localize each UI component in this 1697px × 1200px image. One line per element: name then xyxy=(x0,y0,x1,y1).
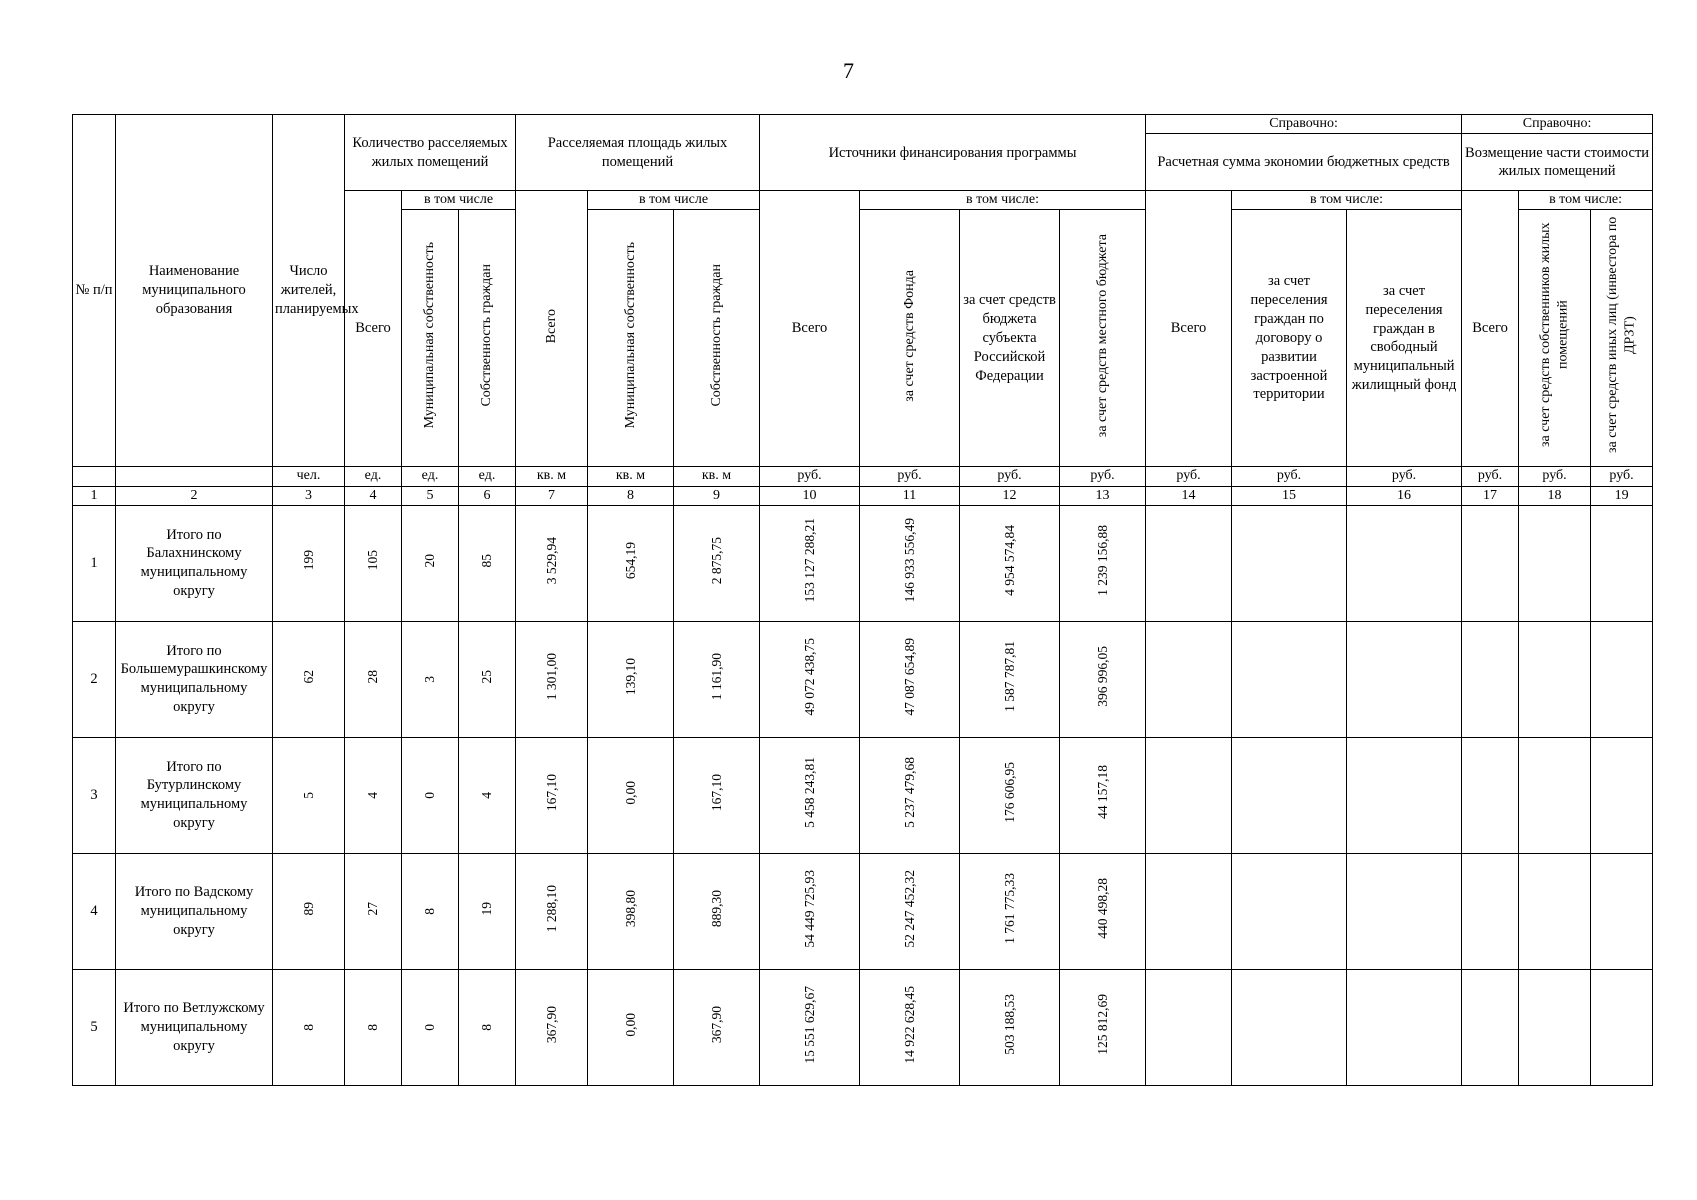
unit-cell: чел. xyxy=(273,467,345,486)
table-row xyxy=(73,621,1653,737)
empty-cell xyxy=(1591,505,1653,621)
unit-cell: руб. xyxy=(1347,467,1462,486)
cell-qty-total: 27 xyxy=(345,853,402,969)
empty-cell xyxy=(1146,737,1232,853)
row-number: 5 xyxy=(73,969,116,1085)
cell-residents: 5 xyxy=(273,737,345,853)
unit-cell: ед. xyxy=(345,467,402,486)
header-econ-group: Расчетная сумма экономии бюджетных средств xyxy=(1146,134,1462,191)
municipality-name: Итого по Большемурашкинскому муниципальному округу xyxy=(116,621,273,737)
empty-cell xyxy=(1347,505,1462,621)
empty-cell xyxy=(1462,737,1519,853)
empty-cell xyxy=(1232,853,1347,969)
header-comp-others: за счет средств иных лиц (инвестора по ДРЗТ) xyxy=(1591,210,1653,467)
unit-cell: руб. xyxy=(1519,467,1591,486)
column-number-cell: 2 xyxy=(116,486,273,505)
cell-area-mun: 139,10 xyxy=(588,621,674,737)
municipality-name: Итого по Бутурлинскому муниципальному округу xyxy=(116,737,273,853)
empty-cell xyxy=(1591,737,1653,853)
cell-area-cit: 367,90 xyxy=(674,969,760,1085)
page-number: 7 xyxy=(843,58,854,83)
cell-fin-subject: 503 188,53 xyxy=(960,969,1060,1085)
empty-cell xyxy=(1519,505,1591,621)
unit-cell: руб. xyxy=(1232,467,1347,486)
empty-cell xyxy=(1462,621,1519,737)
empty-cell xyxy=(1347,969,1462,1085)
header-name: Наименование муниципального образования xyxy=(116,115,273,467)
header-area-municipal: Муниципальная собственность xyxy=(588,210,674,467)
empty-cell xyxy=(1462,969,1519,1085)
header-econ-incl: в том числе: xyxy=(1232,191,1462,210)
column-number-cell: 6 xyxy=(459,486,516,505)
cell-residents: 8 xyxy=(273,969,345,1085)
empty-cell xyxy=(1519,737,1591,853)
table-row xyxy=(73,737,1653,853)
column-number-cell: 9 xyxy=(674,486,760,505)
column-number-cell: 14 xyxy=(1146,486,1232,505)
column-number-row xyxy=(73,486,1653,505)
cell-qty-mun: 3 xyxy=(402,621,459,737)
header-fin-incl: в том числе: xyxy=(860,191,1146,210)
cell-fin-subject: 4 954 574,84 xyxy=(960,505,1060,621)
header-qty-incl: в том числе xyxy=(402,191,516,210)
header-qty-municipal: Муниципальная собственность xyxy=(402,210,459,467)
column-number-cell: 18 xyxy=(1519,486,1591,505)
cell-area-cit: 889,30 xyxy=(674,853,760,969)
row-number: 2 xyxy=(73,621,116,737)
column-number-cell: 15 xyxy=(1232,486,1347,505)
cell-area-total: 167,10 xyxy=(516,737,588,853)
empty-cell xyxy=(1462,853,1519,969)
empty-cell xyxy=(1347,737,1462,853)
header-ref-label-1: Справочно: xyxy=(1146,115,1462,134)
column-number-cell: 17 xyxy=(1462,486,1519,505)
cell-fin-local: 125 812,69 xyxy=(1060,969,1146,1085)
table-row xyxy=(73,969,1653,1085)
column-number-cell: 19 xyxy=(1591,486,1653,505)
empty-cell xyxy=(1462,505,1519,621)
cell-fin-total: 49 072 438,75 xyxy=(760,621,860,737)
header-qty-citizens: Собственность граждан xyxy=(459,210,516,467)
cell-qty-cit: 4 xyxy=(459,737,516,853)
municipality-name: Итого по Ветлужскому муниципальному округу xyxy=(116,969,273,1085)
cell-fin-local: 44 157,18 xyxy=(1060,737,1146,853)
empty-cell xyxy=(1146,853,1232,969)
header-residents: Число жителей, планируемых xyxy=(273,115,345,467)
empty-cell xyxy=(1347,621,1462,737)
cell-area-cit: 167,10 xyxy=(674,737,760,853)
column-number-cell: 1 xyxy=(73,486,116,505)
header-no: № п/п xyxy=(73,115,116,467)
header-econ-free: за счет переселения граждан в свободный муниципальный жилищный фонд xyxy=(1347,210,1462,467)
column-number-cell: 8 xyxy=(588,486,674,505)
table-row xyxy=(73,505,1653,621)
cell-residents: 89 xyxy=(273,853,345,969)
cell-fin-total: 54 449 725,93 xyxy=(760,853,860,969)
cell-fin-subject: 1 761 775,33 xyxy=(960,853,1060,969)
municipality-name: Итого по Балахнинскому муниципальному округу xyxy=(116,505,273,621)
header-comp-group: Возмещение части стоимости жилых помещений xyxy=(1462,134,1653,191)
cell-fin-total: 153 127 288,21 xyxy=(760,505,860,621)
header-fin-group: Источники финансирования программы xyxy=(760,115,1146,191)
header-comp-owners: за счет средств собственников жилых помещений xyxy=(1519,210,1591,467)
cell-fin-fund: 5 237 479,68 xyxy=(860,737,960,853)
empty-cell xyxy=(1347,853,1462,969)
header-fin-total: Всего xyxy=(760,191,860,467)
cell-fin-local: 1 239 156,88 xyxy=(1060,505,1146,621)
cell-area-total: 1 301,00 xyxy=(516,621,588,737)
column-number-cell: 7 xyxy=(516,486,588,505)
empty-cell xyxy=(1232,621,1347,737)
empty-cell xyxy=(1232,969,1347,1085)
row-number: 1 xyxy=(73,505,116,621)
column-number-cell: 5 xyxy=(402,486,459,505)
column-number-cell: 10 xyxy=(760,486,860,505)
header-row-1 xyxy=(73,115,1653,134)
empty-cell xyxy=(1146,505,1232,621)
header-area-group: Расселяемая площадь жилых помещений xyxy=(516,115,760,191)
column-number-cell: 12 xyxy=(960,486,1060,505)
unit-cell: руб. xyxy=(960,467,1060,486)
unit-cell: кв. м xyxy=(588,467,674,486)
cell-qty-cit: 25 xyxy=(459,621,516,737)
empty-cell xyxy=(1146,969,1232,1085)
empty-cell xyxy=(1232,505,1347,621)
header-econ-dev: за счет переселения граждан по договору о развитии застроенной территории xyxy=(1232,210,1347,467)
unit-cell: руб. xyxy=(1146,467,1232,486)
empty-cell xyxy=(1519,969,1591,1085)
unit-cell: кв. м xyxy=(674,467,760,486)
cell-fin-fund: 14 922 628,45 xyxy=(860,969,960,1085)
cell-fin-total: 5 458 243,81 xyxy=(760,737,860,853)
cell-qty-mun: 0 xyxy=(402,737,459,853)
header-comp-incl: в том числе: xyxy=(1519,191,1653,210)
cell-area-mun: 654,19 xyxy=(588,505,674,621)
header-qty-group: Количество расселяемых жилых помещений xyxy=(345,115,516,191)
header-qty-total: Всего xyxy=(345,191,402,467)
cell-fin-subject: 1 587 787,81 xyxy=(960,621,1060,737)
unit-cell: руб. xyxy=(1591,467,1653,486)
header-fin-local: за счет средств местного бюджета xyxy=(1060,210,1146,467)
empty-cell xyxy=(1591,969,1653,1085)
municipality-name: Итого по Вадскому муниципальному округу xyxy=(116,853,273,969)
cell-qty-mun: 8 xyxy=(402,853,459,969)
unit-cell: руб. xyxy=(1462,467,1519,486)
header-econ-total: Всего xyxy=(1146,191,1232,467)
cell-fin-total: 15 551 629,67 xyxy=(760,969,860,1085)
cell-fin-fund: 146 933 556,49 xyxy=(860,505,960,621)
cell-fin-fund: 47 087 654,89 xyxy=(860,621,960,737)
header-ref-label-2: Справочно: xyxy=(1462,115,1653,134)
cell-qty-total: 8 xyxy=(345,969,402,1085)
cell-area-cit: 2 875,75 xyxy=(674,505,760,621)
empty-cell xyxy=(1232,737,1347,853)
unit-cell: ед. xyxy=(402,467,459,486)
cell-qty-cit: 85 xyxy=(459,505,516,621)
header-fin-fund: за счет средств Фонда xyxy=(860,210,960,467)
cell-area-total: 1 288,10 xyxy=(516,853,588,969)
cell-qty-cit: 19 xyxy=(459,853,516,969)
cell-qty-cit: 8 xyxy=(459,969,516,1085)
empty-cell xyxy=(1591,853,1653,969)
header-fin-subject: за счет средств бюджета субъекта Российской Федерации xyxy=(960,210,1060,467)
unit-cell xyxy=(116,467,273,486)
column-number-cell: 3 xyxy=(273,486,345,505)
cell-qty-total: 28 xyxy=(345,621,402,737)
cell-residents: 199 xyxy=(273,505,345,621)
resettlement-table xyxy=(72,114,1653,1086)
unit-cell: ед. xyxy=(459,467,516,486)
units-row xyxy=(73,467,1653,486)
cell-fin-local: 396 996,05 xyxy=(1060,621,1146,737)
cell-qty-total: 105 xyxy=(345,505,402,621)
header-area-total: Всего xyxy=(516,191,588,467)
column-number-cell: 4 xyxy=(345,486,402,505)
column-number-cell: 11 xyxy=(860,486,960,505)
column-number-cell: 16 xyxy=(1347,486,1462,505)
table-row xyxy=(73,853,1653,969)
empty-cell xyxy=(1519,621,1591,737)
cell-area-cit: 1 161,90 xyxy=(674,621,760,737)
cell-area-mun: 398,80 xyxy=(588,853,674,969)
row-number: 4 xyxy=(73,853,116,969)
unit-cell: руб. xyxy=(760,467,860,486)
row-number: 3 xyxy=(73,737,116,853)
cell-qty-mun: 0 xyxy=(402,969,459,1085)
cell-qty-total: 4 xyxy=(345,737,402,853)
unit-cell: руб. xyxy=(1060,467,1146,486)
header-comp-total: Всего xyxy=(1462,191,1519,467)
cell-area-mun: 0,00 xyxy=(588,737,674,853)
cell-fin-local: 440 498,28 xyxy=(1060,853,1146,969)
empty-cell xyxy=(1519,853,1591,969)
cell-qty-mun: 20 xyxy=(402,505,459,621)
header-area-incl: в том числе xyxy=(588,191,760,210)
cell-residents: 62 xyxy=(273,621,345,737)
cell-area-total: 367,90 xyxy=(516,969,588,1085)
cell-fin-fund: 52 247 452,32 xyxy=(860,853,960,969)
unit-cell: кв. м xyxy=(516,467,588,486)
unit-cell xyxy=(73,467,116,486)
unit-cell: руб. xyxy=(860,467,960,486)
empty-cell xyxy=(1146,621,1232,737)
empty-cell xyxy=(1591,621,1653,737)
cell-fin-subject: 176 606,95 xyxy=(960,737,1060,853)
header-area-citizens: Собственность граждан xyxy=(674,210,760,467)
cell-area-mun: 0,00 xyxy=(588,969,674,1085)
cell-area-total: 3 529,94 xyxy=(516,505,588,621)
column-number-cell: 13 xyxy=(1060,486,1146,505)
